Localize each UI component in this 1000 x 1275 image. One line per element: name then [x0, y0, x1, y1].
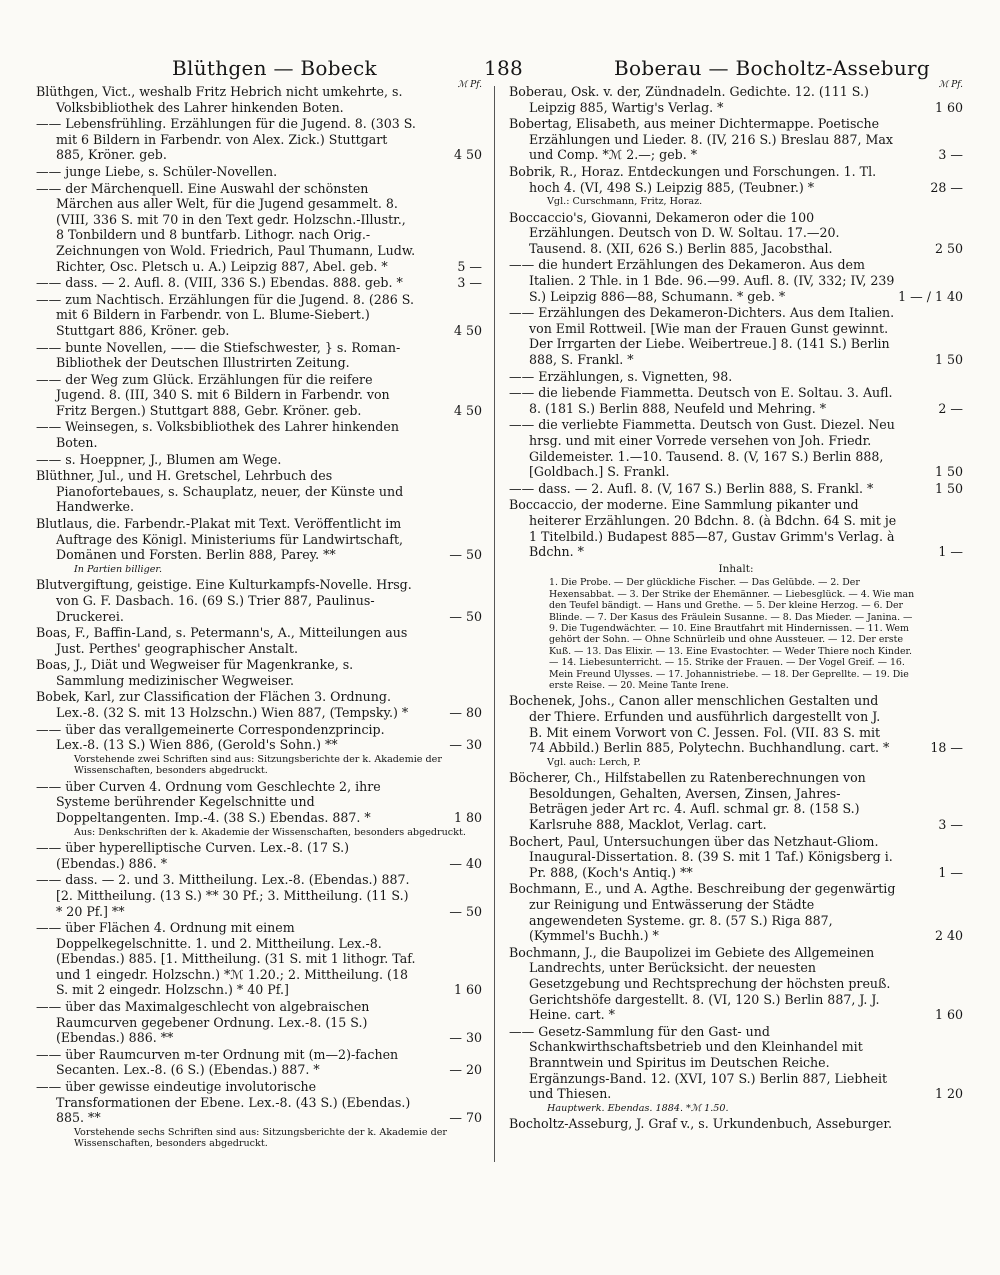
entry-text: Boas, J., Diät und Wegweiser für Magenkranke, s. Sammlung medizinischer Wegweiser.	[36, 657, 354, 688]
entry-note: Vgl. auch: Lerch, P.	[547, 756, 641, 768]
catalog-entry	[36, 840, 482, 871]
entry-price: — 80	[449, 705, 482, 721]
entry-text: Blüthner, Jul., und H. Gretschel, Lehrbuch des Pianofortebaues, s. Schauplatz, neuer, der Künste und Handwerke.	[36, 468, 404, 515]
catalog-entry	[36, 1047, 482, 1078]
entry-price: 1 —	[938, 544, 963, 560]
entry-text: —— über das Maximalgeschlecht von algebraischen Raumcurven gegebener Ordnung. Lex.-8. (15 S.) (Ebendas.) 886. **	[36, 999, 370, 1046]
entry-price: 4 50	[453, 322, 482, 338]
entry-text: —— über Flächen 4. Ordnung mit einem Doppelkegelschnitte. 1. und 2. Mittheilung. Lex.-8. (Ebendas.) 885. [1. Mittheilung. (31 S. mit 1 lithogr. Taf. und 1 eingedr. Holzschn.) *ℳ 1.20.; 2. Mittheilung. (18 S. mit 2 eingedr. Holzschn.) * 40 Pf.]	[36, 920, 416, 998]
entry-text: —— die verliebte Fiammetta. Deutsch von Gust. Diezel. Neu hrsg. und mit einer Vorrede versehen von Joh. Friedr. Gildemeister. 1.—10. Tausend. 8. (V, 167 S.) Berlin 888, [Goldbach.] S. Frankl.	[509, 417, 895, 480]
entry-note: Aus: Denkschriften der k. Akademie der Wissenschaften, besonders abgedruckt.	[74, 826, 466, 838]
entry-text: Böcherer, Ch., Hilfstabellen zu Ratenberechnungen von Besoldungen, Gehalten, Aversen, Zinsen, Jahres-Beträgen jeder Art rc. 4. Aufl. schmal gr. 8. (158 S.) Karlsruhe 888, Macklot, Verlag. cart.	[509, 770, 866, 833]
catalog-entry	[36, 116, 482, 163]
entry-text: —— bunte Novellen, —— die Stiefschwester, } s. Roman-Bibliothek der Deutschen Illustrirten Zeitung.	[36, 339, 401, 371]
entry-price: 2 40	[934, 928, 963, 944]
entry-remark: Hauptwerk. Ebendas. 1884. *ℳ 1.50.	[547, 1102, 729, 1114]
entry-price: — 40	[449, 855, 482, 871]
entry-text: —— dass. — 2. Aufl. 8. (VIII, 336 S.) Ebendas. 888. geb. *	[36, 275, 403, 291]
entry-text: —— Erzählungen, s. Vignetten, 98.	[509, 368, 733, 384]
entry-price: 1 50	[934, 352, 963, 367]
catalog-entry	[36, 372, 482, 419]
catalog-entry	[36, 1079, 482, 1126]
catalog-entry	[509, 497, 963, 559]
catalog-entry	[509, 305, 963, 367]
entry-text: Boas, F., Baffin-Land, s. Petermann's, A., Mitteilungen aus Just. Perthes' geographischer Anstalt.	[36, 625, 408, 656]
entry-price: — 30	[449, 737, 482, 753]
entry-note: Vorstehende sechs Schriften sind aus: Sitzungsberichte der k. Akademie der Wissenschaften, besonders abgedruckt.	[74, 1126, 447, 1150]
catalog-entry	[36, 722, 482, 753]
entry-price: 18 —	[930, 740, 963, 756]
contents-list: 1. Die Probe. — Der glückliche Fischer. — Das Gelübde. — 2. Der Hexensabbat. — 3. Der Strike der Ehemänner. — Liebesglück. — 4. Wie man den Teufel bändigt. — Hans und Grethe. — 5. Der kleine Herzog. — 6. Der Blinde. — 7. Der Kasus des Fräulein Susanne. — 8. Das Mieder. — Janina. — 9. Die Tugendwächter. — 10. Eine Brautfahrt mit Hindernissen. — 11. Wem gehört der Sohn. — Ohne Schnürleib und ohne Aussteuer. — 12. Der erste Kuß. — 13. Das Elixir. — 13. Eine Evastochter. — Weder Thiere noch Kinder. — 14. Liebesunterricht. — 15. Strike der Frauen. — Der Vogel Greif. — 16. Mein Freund Ulysses. — 17. Johannistriebe. — 18. Der Geprellte. — 19. Die erste Reise. — 20. Meine Tante Irene.	[549, 577, 915, 691]
entry-text: —— der Märchenquell. Eine Auswahl der schönsten Märchen aus aller Welt, für die Jugend gesammelt. 8. (VIII, 336 S. mit 70 in den Text gedr. Holzschn.-Illustr., 8 Tonbildern und 8 buntfarb. Lithogr. nach Orig.-Zeichnungen von Wold. Friedrich, Paul Thumann, Ludw. Richter, Osc. Pletsch u. A.) Leipzig 887, Abel. geb. *	[36, 180, 416, 274]
entry-price: 1 —	[938, 864, 963, 880]
entry-price: 1 — / 1 40	[898, 288, 963, 304]
entry-text: Blutlaus, die. Farbendr.-Plakat mit Text. Veröffentlicht im Auftrage des Königl. Ministeriums für Landwirtschaft, Domänen und Forsten. Berlin 888, Parey. **	[36, 516, 404, 563]
catalog-entry	[36, 689, 482, 720]
catalog-entry	[509, 257, 963, 304]
entry-text: —— junge Liebe, s. Schüler-Novellen.	[36, 163, 278, 179]
entry-text: Boccaccio, der moderne. Eine Sammlung pikanter und heiterer Erzählungen. 20 Bdchn. 8. (à Bdchn. 64 S. mit je 1 Titelbild.) Budapest 885—87, Gustav Grimm's Verlag. à Bdchn. *	[509, 497, 897, 560]
entry-price: — 30	[449, 1030, 482, 1046]
entry-text: Bochert, Paul, Untersuchungen über das Netzhaut-Gliom. Inaugural-Dissertation. 8. (39 S. mit 1 Taf.) Königsberg i. Pr. 888, (Koch's Antiq.) **	[509, 833, 893, 880]
running-head-left: Blüthgen — Bobeck	[172, 56, 377, 80]
catalog-entry	[509, 481, 963, 497]
catalog-entry	[509, 1024, 963, 1102]
entry-text: —— Gesetz-Sammlung für den Gast- und Schankwirthschaftsbetrieb und den Kleinhandel mit Branntwein und Spiritus im Deutschen Reiche. Ergänzungs-Band. 12. (XVI, 107 S.) Berlin 887, Liebheit und Thiesen.	[509, 1023, 888, 1102]
catalog-entry	[509, 417, 963, 479]
entry-price: — 20	[449, 1062, 482, 1078]
entry-text: —— über das verallgemeinerte Correspondenzprincip. Lex.-8. (13 S.) Wien 886, (Gerold's Sohn.) **	[36, 721, 385, 753]
entry-price: 1 60	[934, 99, 963, 115]
catalog-entry	[36, 468, 482, 515]
column-divider	[494, 86, 495, 1162]
catalog-entry	[36, 577, 482, 624]
right-column	[509, 80, 963, 1133]
catalog-entry	[36, 625, 482, 656]
catalog-entry	[36, 340, 482, 371]
entry-remark: In Partien billiger.	[74, 563, 162, 575]
entry-text: Boccaccio's, Giovanni, Dekameron oder die 100 Erzählungen. Deutsch von D. W. Soltau. 17.—20. Tausend. 8. (XII, 626 S.) Berlin 885, Jacobsthal.	[509, 209, 840, 256]
entry-price: 3 —	[938, 817, 963, 833]
catalog-entry	[509, 945, 963, 1023]
entry-price: 1 60	[453, 982, 482, 998]
entry-text: —— über Raumcurven m-ter Ordnung mit (m—2)-fachen Secanten. Lex.-8. (6 S.) (Ebendas.) 887. *	[36, 1046, 399, 1078]
entry-price: 1 50	[934, 464, 963, 480]
catalog-entry	[509, 834, 963, 881]
catalog-entry	[509, 1116, 963, 1132]
entry-text: Bobek, Karl, zur Classification der Flächen 3. Ordnung. Lex.-8. (32 S. mit 13 Holzschn.) Wien 887, (Tempsky.) *	[36, 689, 409, 721]
catalog-entry	[509, 881, 963, 943]
entry-text: Bobertag, Elisabeth, aus meiner Dichtermappe. Poetische Erzählungen und Lieder. 8. (IV, 216 S.) Breslau 887, Max und Comp. *ℳ 2.—; geb. *	[509, 116, 893, 163]
page-number: 188	[484, 56, 524, 80]
currency-header-right: ℳ Pf.	[938, 80, 963, 90]
catalog-entry	[509, 385, 963, 416]
catalog-entry	[509, 84, 963, 115]
entry-price: 5 —	[457, 258, 482, 274]
catalog-entry	[36, 516, 482, 563]
entry-price: — 50	[449, 903, 482, 919]
entry-text: Boberau, Osk. v. der, Zündnadeln. Gedichte. 12. (111 S.) Leipzig 885, Wartig's Verlag. *	[509, 84, 869, 115]
entry-text: Bocholtz-Asseburg, J. Graf v., s. Urkundenbuch, Asseburger.	[509, 1116, 893, 1132]
catalog-entry	[509, 210, 963, 257]
entry-price: 3 —	[457, 275, 482, 291]
entry-text: Bochenek, Johs., Canon aller menschlichen Gestalten und der Thiere. Erfunden und ausführlich dargestellt von J. B. Mit einem Vorwort von C. Jessen. Fol. (VII. 83 S. mit 74 Abbild.) Berlin 885, Polytechn. Buchhandlung. cart. *	[509, 693, 890, 756]
running-head-right: Boberau — Bocholtz-Asseburg	[614, 56, 931, 80]
catalog-entry	[36, 920, 482, 998]
entry-text: —— Erzählungen des Dekameron-Dichters. Aus dem Italien. von Emil Rottweil. [Wie man der Frauen Gunst gewinnt. Der Irrgarten der Liebe. Weibertreue.] 8. (141 S.) Berlin 888, S. Frankl. *	[509, 305, 895, 367]
entry-text: Bobrik, R., Horaz. Entdeckungen und Forschungen. 1. Tl. hoch 4. (VI, 498 S.) Leipzig 885, (Teubner.) *	[509, 163, 877, 195]
entry-note: Vorstehende zwei Schriften sind aus: Sitzungsberichte der k. Akademie der Wissenschaften, besonders abgedruckt.	[74, 753, 442, 777]
catalog-entry	[509, 164, 963, 195]
entry-text: Bochmann, J., die Baupolizei im Gebiete des Allgemeinen Landrechts, unter Berücksicht. der neuesten Gesetzgebung und Rechtsprechung der höchsten preuß. Gerichtshöfe dargestellt. 8. (VI, 120 S.) Berlin 887, J. J. Heine. cart. *	[509, 944, 891, 1023]
catalog-entry	[36, 84, 482, 115]
catalog-entry	[36, 275, 482, 291]
entry-text: —— die liebende Fiammetta. Deutsch von E. Soltau. 3. Aufl. 8. (181 S.) Berlin 888, Neufeld und Mehring. *	[509, 385, 893, 416]
entry-text: —— zum Nachtisch. Erzählungen für die Jugend. 8. (286 S. mit 6 Bildern in Farbendr. von L. Blume-Siebert.) Stuttgart 886, Kröner. geb.	[36, 291, 414, 338]
catalog-entry	[36, 779, 482, 826]
left-column	[36, 80, 482, 1152]
entry-price: 28 —	[930, 179, 963, 195]
entry-text: —— dass. — 2. und 3. Mittheilung. Lex.-8. (Ebendas.) 887. [2. Mittheilung. (13 S.) ** 30 Pf.; 3. Mittheilung. (11 S.) * 20 Pf.] **	[36, 872, 410, 919]
catalog-entry	[509, 693, 963, 755]
entry-text: Blüthgen, Vict., weshalb Fritz Hebrich nicht umkehrte, s. Volksbibliothek des Lahrer hinkenden Boten.	[36, 84, 403, 115]
entry-price: — 50	[449, 608, 482, 624]
catalog-entry	[509, 369, 963, 385]
entry-text: —— Weinsegen, s. Volksbibliothek des Lahrer hinkenden Boten.	[36, 419, 399, 451]
entry-text: —— über gewisse eindeutige involutorische Transformationen der Ebene. Lex.-8. (43 S.) (Ebendas.) 885. **	[36, 1079, 411, 1126]
entry-price: 4 50	[453, 402, 482, 418]
entry-price: — 70	[449, 1110, 482, 1126]
catalog-entry	[36, 181, 482, 275]
entry-text: —— dass. — 2. Aufl. 8. (V, 167 S.) Berlin 888, S. Frankl. *	[509, 480, 874, 496]
entry-price: 2 —	[938, 400, 963, 416]
catalog-entry	[36, 419, 482, 450]
catalog-entry	[36, 872, 482, 919]
catalog-entry	[36, 999, 482, 1046]
catalog-entry	[36, 452, 482, 468]
entry-price: — 50	[449, 547, 482, 563]
entry-price: 3 —	[938, 147, 963, 163]
entry-text: —— über Curven 4. Ordnung vom Geschlechte 2, ihre Systeme berührender Kegelschnitte und Doppeltangenten. Imp.-4. (38 S.) Ebendas. 887. *	[36, 778, 381, 826]
entry-text: Bochmann, E., und A. Agthe. Beschreibung der gegenwärtig zur Reinigung und Entwässerung der Städte angewendeten Systeme. gr. 8. (57 S.) Riga 887, (Kymmel's Buchh.) *	[509, 881, 896, 944]
contents-heading: Inhalt:	[718, 562, 754, 575]
entry-text: —— die hundert Erzählungen des Dekameron. Aus dem Italien. 2 Thle. in 1 Bde. 96.—99. Aufl. 8. (IV, 332; IV, 239 S.) Leipzig 886—88, Schumann. * geb. *	[509, 257, 895, 304]
entry-text: —— Lebensfrühling. Erzählungen für die Jugend. 8. (303 S. mit 6 Bildern in Farbendr. von Alex. Zick.) Stuttgart 885, Kröner. geb.	[36, 116, 416, 163]
entry-text: Blutvergiftung, geistige. Eine Kulturkampfs-Novelle. Hrsg. von G. F. Dasbach. 16. (69 S.) Trier 887, Paulinus-Druckerei.	[36, 577, 412, 624]
entry-price: 2 50	[934, 240, 963, 256]
entry-price: 4 50	[453, 147, 482, 163]
entry-price: 1 20	[934, 1086, 963, 1102]
catalog-entry	[36, 164, 482, 180]
catalog-entry	[509, 116, 963, 163]
entry-price: 1 60	[934, 1007, 963, 1023]
entry-price: 1 80	[453, 810, 482, 826]
entry-price: 1 50	[934, 480, 963, 496]
entry-text: —— s. Hoeppner, J., Blumen am Wege.	[36, 451, 282, 467]
currency-header-left: ℳ Pf.	[457, 80, 482, 90]
entry-text: —— der Weg zum Glück. Erzählungen für die reifere Jugend. 8. (III, 340 S. mit 6 Bildern in Farbendr. von Fritz Bergen.) Stuttgart 888, Gebr. Kröner. geb.	[36, 371, 390, 418]
catalog-entry	[36, 657, 482, 688]
catalog-entry	[36, 292, 482, 339]
entry-note: Vgl.: Curschmann, Fritz, Horaz.	[547, 196, 703, 208]
catalog-entry	[509, 770, 963, 832]
entry-text: —— über hyperelliptische Curven. Lex.-8. (17 S.) (Ebendas.) 886. *	[36, 840, 350, 871]
